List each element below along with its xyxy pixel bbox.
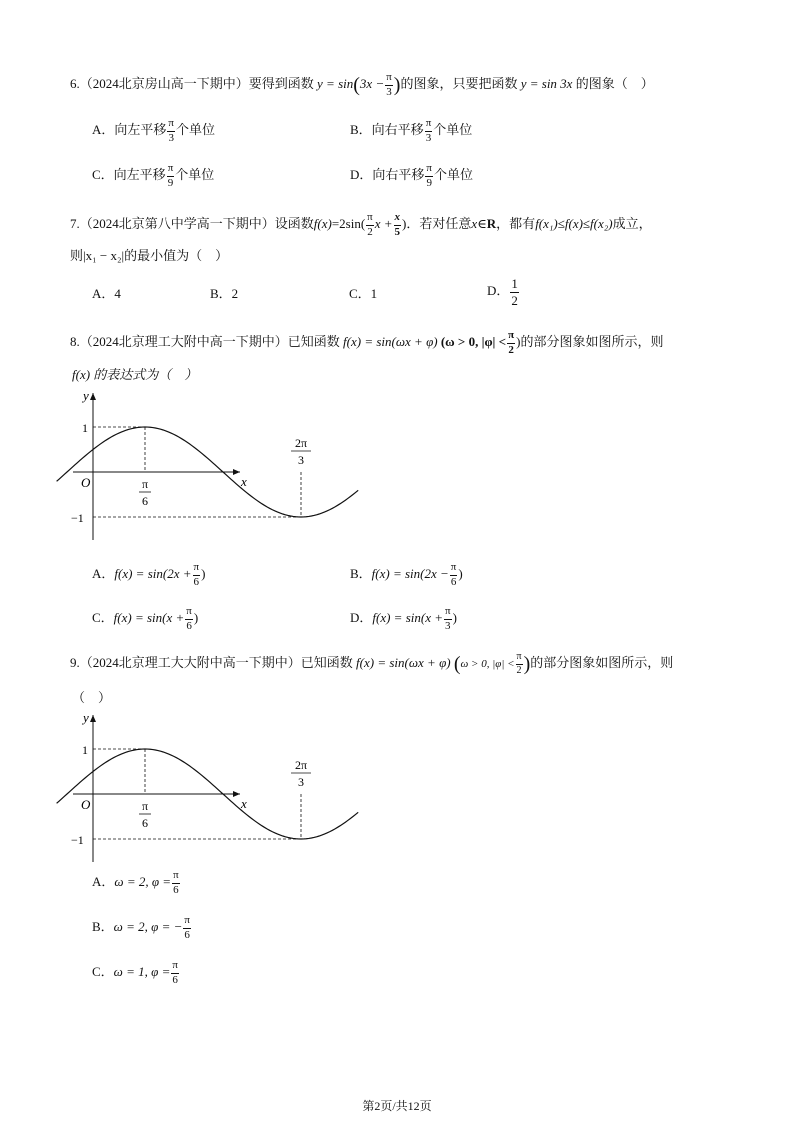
- q7-frac-pi-2: [366, 212, 374, 238]
- fraction-num: π: [366, 212, 374, 226]
- fraction-num: π: [425, 118, 433, 132]
- fraction-den: 3: [168, 131, 174, 144]
- q7-frac-x-5: [394, 212, 402, 238]
- option-label: A．: [92, 122, 115, 138]
- q9-stem-a: 已知函数: [300, 654, 353, 670]
- origin-label: O: [81, 475, 91, 490]
- fraction-num: π: [193, 562, 201, 576]
- option-label: C．: [349, 286, 371, 301]
- fraction-num: π: [172, 870, 180, 884]
- q7-eq: =2sin(: [331, 216, 366, 232]
- q7-option-d[interactable]: [487, 277, 520, 307]
- q6-stem-c: 的图象（ ）: [575, 76, 654, 92]
- fraction-den: 6: [193, 575, 200, 588]
- q8-stem-a: 已知函数: [287, 334, 340, 350]
- y-tick-1: 1: [82, 421, 88, 435]
- option-fraction: [193, 562, 201, 588]
- q7-source: （2024北京第八中学高一下期中）: [79, 216, 275, 232]
- y-tick-neg1: −1: [71, 833, 84, 847]
- option-label: C．: [92, 964, 114, 980]
- y-tick-1: 1: [82, 743, 88, 757]
- fraction-den: 3: [425, 131, 432, 144]
- q9-paren-close: ): [523, 653, 531, 675]
- q8-option-b[interactable]: [350, 562, 463, 588]
- y-axis-arrow: [90, 715, 96, 722]
- option-fraction: [167, 163, 175, 189]
- q8-graph: [65, 385, 308, 545]
- option-pre: f(x) = sin(x +: [372, 610, 443, 626]
- fraction-den: 6: [172, 973, 178, 986]
- q6-source: （2024北京房山高一下期中）: [79, 76, 249, 92]
- q9-cond-a: ω > 0, |φ| <: [460, 657, 515, 670]
- fraction-num: π: [167, 163, 175, 177]
- x-tick-2pi3-den: 3: [298, 775, 304, 789]
- q7-option-c[interactable]: [349, 287, 377, 300]
- option-pre: f(x) = sin(x +: [113, 610, 185, 626]
- option-post: ): [201, 566, 206, 582]
- option-label: A．: [92, 874, 115, 890]
- q6-func1-prefix: y = sin: [317, 76, 354, 92]
- option-fraction: [171, 960, 179, 986]
- option-unit: 个单位: [175, 167, 215, 183]
- q9-option-c[interactable]: [92, 960, 180, 986]
- fraction-num: π: [167, 118, 175, 132]
- option-label: D．: [350, 610, 373, 626]
- y-axis-label: y: [83, 710, 89, 725]
- x-axis-arrow: [233, 469, 240, 475]
- q6-func1-inner: 3x −: [359, 76, 385, 92]
- fraction-den: 2: [511, 292, 518, 308]
- x-axis-label: x: [241, 796, 247, 811]
- option-post: ): [458, 566, 463, 582]
- x-tick-2pi3-num: 2π: [294, 758, 308, 772]
- fraction-den: 9: [426, 176, 432, 189]
- x-tick-pi6-num: π: [141, 477, 149, 491]
- y-axis-arrow: [90, 393, 96, 400]
- fraction-num: π: [444, 606, 452, 620]
- q9-stem: [70, 652, 673, 676]
- option-unit: 个单位: [433, 167, 473, 183]
- fraction-num: π: [425, 163, 433, 177]
- fraction-num: π: [507, 330, 515, 344]
- q8-func: f(x) = sin(ωx + φ): [343, 334, 438, 350]
- q8-number: 8.: [70, 334, 80, 350]
- fraction-num: π: [185, 606, 193, 620]
- q6-paren-open: (: [353, 74, 360, 97]
- x-tick-pi6-den: 6: [142, 816, 148, 830]
- fraction-den: 3: [445, 619, 451, 632]
- option-text: 向左平移: [113, 167, 166, 183]
- fraction-num: x: [394, 212, 402, 226]
- fraction-den: 6: [184, 928, 190, 941]
- q9-func: f(x) = sin(ωx + φ): [356, 654, 451, 670]
- q7-inequality: f(x₁)≤f(x)≤f(x₂): [535, 216, 613, 232]
- q9-number: 9.: [70, 654, 80, 670]
- fraction-num: π: [516, 652, 523, 665]
- fraction-den: 2: [516, 664, 522, 676]
- fraction-den: 5: [394, 225, 401, 238]
- q6-func1-den: 3: [386, 85, 392, 98]
- q9-graph-group: [57, 710, 359, 862]
- option-label: B．: [350, 566, 372, 582]
- q6-stem: [70, 72, 654, 98]
- q8-option-c[interactable]: [92, 606, 198, 632]
- x-tick-pi6-num: π: [141, 799, 149, 813]
- x-tick-2pi3-num: 2π: [294, 436, 308, 450]
- option-unit: 个单位: [433, 122, 473, 138]
- q7-stem-c: ，都有: [496, 216, 536, 232]
- q6-option-b[interactable]: [350, 118, 472, 144]
- option-text: 向左平移: [114, 122, 167, 138]
- q7-fx: f(x): [313, 216, 332, 232]
- option-post: ): [452, 610, 457, 626]
- option-fraction: [167, 118, 175, 144]
- q7-stem-b: )．若对任意: [402, 216, 472, 232]
- q6-stem-a: 要得到函数: [248, 76, 314, 92]
- option-text: 向右平移: [371, 122, 424, 138]
- q9-source: （2024北京理工大大附中高一下期中）: [79, 654, 301, 670]
- q7-number: 7.: [70, 216, 80, 232]
- fraction-den: 2: [367, 225, 373, 238]
- x-axis-label: x: [241, 474, 247, 489]
- fraction-num: π: [450, 562, 458, 576]
- option-fraction: [450, 562, 458, 588]
- y-axis-label: y: [83, 388, 89, 403]
- option-label: B．: [210, 286, 232, 301]
- fraction-num: π: [171, 960, 179, 974]
- fraction-num: π: [183, 915, 191, 929]
- option-fraction: [510, 277, 519, 307]
- q9-cond-fraction: [516, 652, 523, 676]
- x-tick-pi6-den: 6: [142, 494, 148, 508]
- option-label: C．: [92, 167, 114, 183]
- q6-func2: y = sin 3x: [520, 76, 573, 92]
- option-label: B．: [350, 122, 372, 138]
- q7-option-b[interactable]: [210, 287, 238, 300]
- fraction-den: 6: [173, 883, 179, 896]
- q6-func1-num: π: [385, 72, 393, 86]
- q7-stem-d: 成立，: [612, 216, 652, 232]
- fraction-den: 2: [508, 343, 514, 356]
- x-axis-arrow: [233, 791, 240, 797]
- q6-option-c[interactable]: [92, 163, 214, 189]
- q7-stem: [70, 212, 652, 238]
- q8-line2: f(x) 的表达式为（ ）: [72, 367, 198, 382]
- q7-stem-a: 设函数: [274, 216, 314, 232]
- option-fraction: [172, 870, 180, 896]
- option-fraction: [183, 915, 191, 941]
- option-pre: f(x) = sin(2x +: [114, 566, 192, 582]
- option-label: D．: [487, 283, 510, 299]
- q8-source: （2024北京理工大附中高一下期中）: [79, 334, 288, 350]
- q8-stem: [70, 330, 663, 356]
- fraction-den: 9: [167, 176, 174, 189]
- option-text: 向右平移: [372, 167, 425, 183]
- q8-option-a[interactable]: [92, 562, 205, 588]
- option-text: 4: [114, 286, 121, 301]
- q9-stem-b: 的部分图象如图所示，则: [530, 654, 674, 670]
- origin-label: O: [81, 797, 91, 812]
- page-footer: 第2页/共12页: [362, 1099, 432, 1113]
- q7-xplus: x +: [374, 216, 393, 232]
- q7-line2: 则|x₁ − x₂|的最小值为（ ）: [70, 248, 229, 263]
- q8-graph-group: [57, 388, 359, 540]
- q9-graph: [65, 707, 308, 867]
- option-label: B．: [92, 919, 114, 935]
- q7-option-a[interactable]: [92, 287, 121, 300]
- option-pre: f(x) = sin(2x −: [371, 566, 449, 582]
- fraction-num: 1: [511, 276, 518, 291]
- q9-paren-open: (: [453, 653, 461, 675]
- q6-func1-fraction: [385, 72, 393, 98]
- q6-paren-close: ): [393, 74, 401, 97]
- q6-stem-b: 的图象，只要把函数: [400, 76, 518, 92]
- option-fraction: [425, 118, 433, 144]
- option-unit: 个单位: [175, 122, 215, 138]
- x-tick-2pi3-den: 3: [298, 453, 304, 467]
- q8-option-d[interactable]: [350, 606, 457, 632]
- q8-stem-b: 的部分图象如图所示，则: [520, 334, 664, 350]
- q8-cond-b: ): [516, 334, 521, 350]
- q7-x-in: x∈: [471, 216, 487, 232]
- q6-option-d[interactable]: [350, 163, 473, 189]
- option-fraction: [185, 606, 193, 632]
- option-text: 2: [231, 286, 239, 301]
- option-text: 1: [370, 286, 378, 301]
- option-label: C．: [92, 610, 114, 626]
- option-label: D．: [350, 167, 373, 183]
- option-label: A．: [92, 566, 115, 582]
- q9-line2: （ ）: [72, 690, 112, 705]
- q9-option-b[interactable]: [92, 915, 192, 941]
- option-fraction: [425, 163, 433, 189]
- option-fraction: [444, 606, 452, 632]
- option-pre: ω = 2, φ = −: [113, 919, 183, 935]
- option-pre: ω = 1, φ =: [113, 964, 171, 980]
- fraction-den: 6: [450, 575, 457, 588]
- fraction-den: 6: [186, 619, 192, 632]
- q6-option-a[interactable]: [92, 118, 215, 144]
- option-pre: ω = 2, φ =: [114, 874, 172, 890]
- q8-cond-a: (ω > 0, |φ| <: [440, 334, 507, 350]
- q7-R: R: [486, 216, 497, 232]
- option-label: A．: [92, 286, 115, 301]
- option-post: ): [193, 610, 199, 626]
- q8-cond-fraction: [507, 330, 515, 356]
- q6-number: 6.: [70, 76, 80, 92]
- q9-option-a[interactable]: [92, 870, 181, 896]
- y-tick-neg1: −1: [71, 511, 84, 525]
